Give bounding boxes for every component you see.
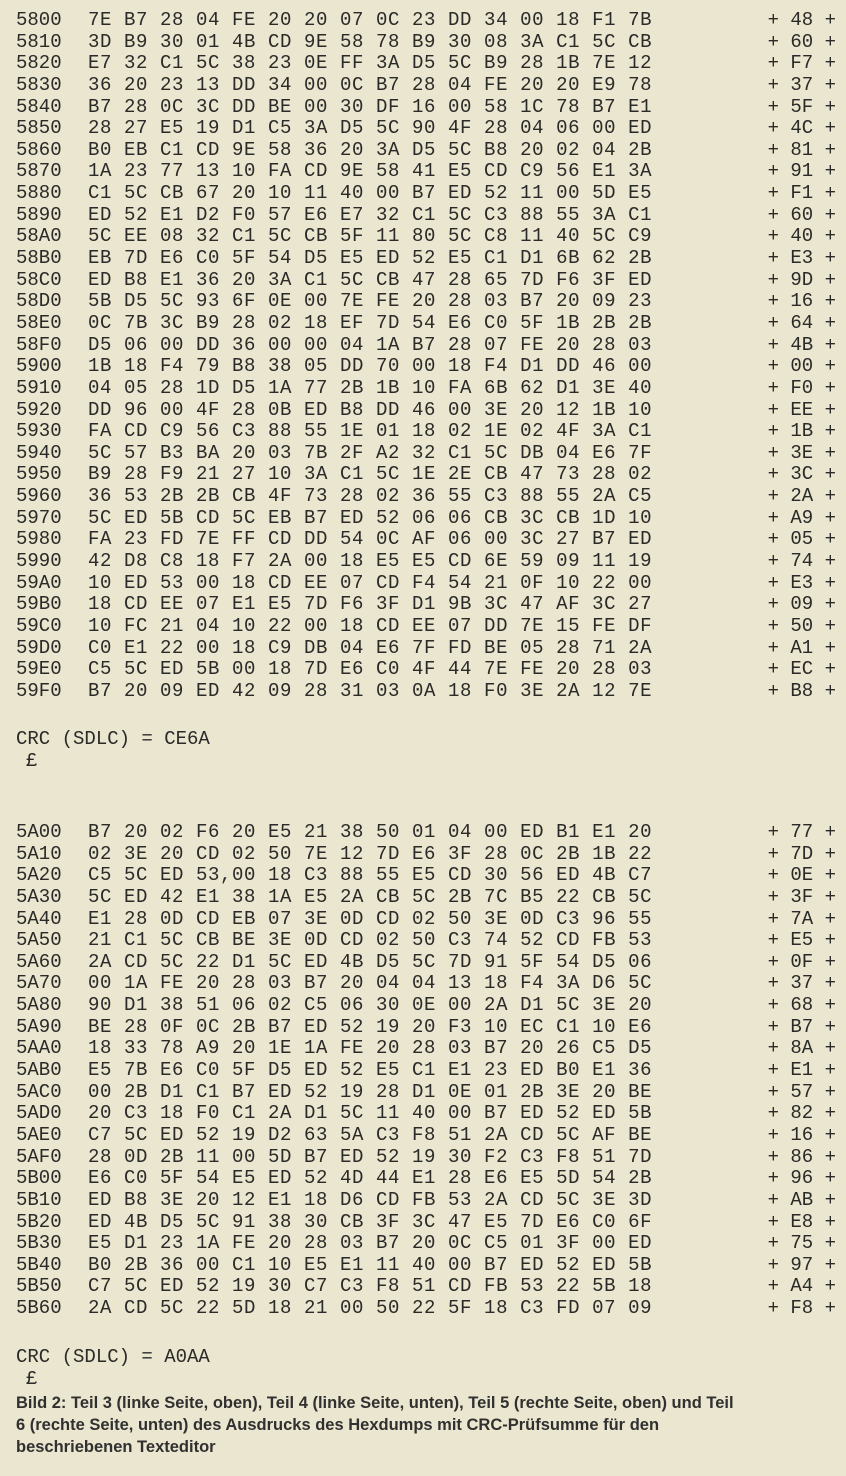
hex-bytes: E7 32 C1 5C 38 23 0E FF 3A D5 5C B9 28 1B 7E 12 [88, 52, 653, 75]
hex-row [16, 865, 836, 887]
hex-address: 5890 [16, 203, 62, 226]
hex-bytes: 10 FC 21 04 10 22 00 18 CD EE 07 DD 7E 15 FE DF [88, 614, 653, 637]
row-checksum: + 86 + [767, 1145, 836, 1168]
hex-bytes: EB 7D E6 C0 5F 54 D5 E5 ED 52 E5 C1 D1 6B 62 2B [88, 247, 653, 270]
hex-bytes: 18 33 78 A9 20 1E 1A FE 20 28 03 B7 20 26 C5 D5 [88, 1037, 653, 1060]
hex-row [16, 356, 836, 378]
row-checksum: + 91 + [767, 160, 836, 183]
hex-row [16, 1298, 836, 1320]
hexdump-block-1 [16, 10, 836, 703]
hex-bytes: 20 C3 18 F0 C1 2A D1 5C 11 40 00 B7 ED 52 ED 5B [88, 1102, 653, 1125]
hex-row [16, 573, 836, 595]
row-checksum: + 48 + [767, 9, 836, 31]
hex-row [16, 659, 836, 681]
hex-address: 5B60 [16, 1297, 62, 1320]
row-checksum: + 75 + [767, 1232, 836, 1255]
hex-row [16, 118, 836, 140]
hex-address: 5980 [16, 528, 62, 551]
hex-row [16, 226, 836, 248]
row-checksum: + 2A + [767, 485, 836, 508]
hex-row [16, 973, 836, 995]
row-checksum: + 74 + [767, 550, 836, 573]
hex-row [16, 638, 836, 660]
hex-bytes: 18 CD EE 07 E1 E5 7D F6 3F D1 9B 3C 47 AF 3C 27 [88, 593, 653, 616]
hex-row [16, 75, 836, 97]
row-checksum: + F8 + [767, 1297, 836, 1320]
hex-address: 59D0 [16, 636, 62, 659]
row-checksum: + 05 + [767, 528, 836, 551]
hex-address: 58F0 [16, 333, 62, 356]
hex-row [16, 1255, 836, 1277]
row-checksum: + 3F + [767, 885, 836, 908]
hex-row [16, 183, 836, 205]
row-checksum: + 16 + [767, 1123, 836, 1146]
crc-line-2: CRC (SDLC) = A0AA [16, 1346, 210, 1368]
row-checksum: + 77 + [767, 821, 836, 843]
hex-bytes: 7E B7 28 04 FE 20 20 07 0C 23 DD 34 00 18 F1 7B [88, 9, 653, 31]
hex-row [16, 140, 836, 162]
row-checksum: + F1 + [767, 182, 836, 205]
hex-address: 5AE0 [16, 1123, 62, 1146]
hex-address: 5B20 [16, 1210, 62, 1233]
row-checksum: + E5 + [767, 929, 836, 952]
row-checksum: + A1 + [767, 636, 836, 659]
hex-address: 5A80 [16, 994, 62, 1017]
hex-address: 5990 [16, 550, 62, 573]
hex-address: 5940 [16, 441, 62, 464]
hex-bytes: B0 2B 36 00 C1 10 E5 E1 11 40 00 B7 ED 52 ED 5B [88, 1253, 653, 1276]
hex-bytes: 3D B9 30 01 4B CD 9E 58 78 B9 30 08 3A C1 5C CB [88, 30, 653, 53]
hex-bytes: 42 D8 C8 18 F7 2A 00 18 E5 E5 CD 6E 59 09 11 19 [88, 550, 653, 573]
hex-row [16, 443, 836, 465]
hex-bytes: B0 EB C1 CD 9E 58 36 20 3A D5 5C B8 20 02 04 2B [88, 138, 653, 161]
hex-bytes: 02 3E 20 CD 02 50 7E 12 7D E6 3F 28 0C 2B 1B 22 [88, 842, 653, 865]
row-checksum: + A4 + [767, 1275, 836, 1298]
row-checksum: + A9 + [767, 506, 836, 529]
row-checksum: + AB + [767, 1188, 836, 1211]
row-checksum: + 7D + [767, 842, 836, 865]
hex-bytes: 1B 18 F4 79 B8 38 05 DD 70 00 18 F4 D1 DD 46 00 [88, 355, 653, 378]
row-checksum: + E3 + [767, 571, 836, 594]
hex-bytes: B7 20 09 ED 42 09 28 31 03 0A 18 F0 3E 2A 12 7E [88, 679, 653, 702]
hex-address: 5AB0 [16, 1059, 62, 1082]
hex-row [16, 161, 836, 183]
hex-address: 5AF0 [16, 1145, 62, 1168]
row-checksum: + 37 + [767, 73, 836, 96]
crc-line-1: CRC (SDLC) = CE6A [16, 728, 210, 750]
hex-row [16, 508, 836, 530]
hex-row [16, 995, 836, 1017]
row-checksum: + 1B + [767, 420, 836, 443]
hex-row [16, 551, 836, 573]
hex-bytes: 00 2B D1 C1 B7 ED 52 19 28 D1 0E 01 2B 3E 20 BE [88, 1080, 653, 1103]
hex-bytes: 5C EE 08 32 C1 5C CB 5F 11 80 5C C8 11 40 5C C9 [88, 225, 653, 248]
hex-row [16, 1082, 836, 1104]
hex-address: 5850 [16, 117, 62, 140]
hex-address: 5870 [16, 160, 62, 183]
hex-row [16, 1060, 836, 1082]
hex-bytes: DD 96 00 4F 28 0B ED B8 DD 46 00 3E 20 12 1B 10 [88, 398, 653, 421]
row-checksum: + B7 + [767, 1015, 836, 1038]
hex-row [16, 529, 836, 551]
hex-bytes: 5C ED 42 E1 38 1A E5 2A CB 5C 2B 7C B5 22 CB 5C [88, 885, 653, 908]
hex-bytes: E5 7B E6 C0 5F D5 ED 52 E5 C1 E1 23 ED B0 E1 36 [88, 1059, 653, 1082]
row-checksum: + 50 + [767, 614, 836, 637]
hex-bytes: 10 ED 53 00 18 CD EE 07 CD F4 54 21 0F 10 22 00 [88, 571, 653, 594]
hex-bytes: 2A CD 5C 22 D1 5C ED 4B D5 5C 7D 91 5F 54 D5 06 [88, 950, 653, 973]
hex-bytes: 04 05 28 1D D5 1A 77 2B 1B 10 FA 6B 62 D1 3E 40 [88, 376, 653, 399]
row-checksum: + 4B + [767, 333, 836, 356]
hex-address: 5820 [16, 52, 62, 75]
hex-row [16, 421, 836, 443]
row-checksum: + 81 + [767, 138, 836, 161]
row-checksum: + E8 + [767, 1210, 836, 1233]
hex-row [16, 486, 836, 508]
hex-address: 59E0 [16, 658, 62, 681]
hex-address: 5B10 [16, 1188, 62, 1211]
hex-bytes: BE 28 0F 0C 2B B7 ED 52 19 20 F3 10 EC C1 10 E6 [88, 1015, 653, 1038]
row-checksum: + 60 + [767, 30, 836, 53]
hex-bytes: C0 E1 22 00 18 C9 DB 04 E6 7F FD BE 05 28 71 2A [88, 636, 653, 659]
row-checksum: + 97 + [767, 1253, 836, 1276]
hex-row [16, 594, 836, 616]
hex-bytes: E5 D1 23 1A FE 20 28 03 B7 20 0C C5 01 3F 00 ED [88, 1232, 653, 1255]
hex-bytes: 00 1A FE 20 28 03 B7 20 04 04 13 18 F4 3A D6 5C [88, 972, 653, 995]
row-checksum: + 82 + [767, 1102, 836, 1125]
hex-row [16, 616, 836, 638]
row-checksum: + 8A + [767, 1037, 836, 1060]
hex-bytes: 90 D1 38 51 06 02 C5 06 30 0E 00 2A D1 5C 3E 20 [88, 994, 653, 1017]
row-checksum: + 37 + [767, 972, 836, 995]
hex-address: 5900 [16, 355, 62, 378]
hex-address: 5970 [16, 506, 62, 529]
hex-address: 5930 [16, 420, 62, 443]
hex-address: 59F0 [16, 679, 62, 702]
row-checksum: + 60 + [767, 203, 836, 226]
hex-address: 5B50 [16, 1275, 62, 1298]
hex-row [16, 1103, 836, 1125]
hex-row [16, 1190, 836, 1212]
hex-row [16, 1168, 836, 1190]
hex-bytes: 2A CD 5C 22 5D 18 21 00 50 22 5F 18 C3 FD 07 09 [88, 1297, 653, 1320]
hex-bytes: FA CD C9 56 C3 88 55 1E 01 18 02 1E 02 4F 3A C1 [88, 420, 653, 443]
hex-row [16, 930, 836, 952]
row-checksum: + 3C + [767, 463, 836, 486]
hex-bytes: C7 5C ED 52 19 30 C7 C3 F8 51 CD FB 53 22 5B 18 [88, 1275, 653, 1298]
hex-address: 5A50 [16, 929, 62, 952]
hex-bytes: C5 5C ED 5B 00 18 7D E6 C0 4F 44 7E FE 20 28 03 [88, 658, 653, 681]
hex-bytes: C5 5C ED 53,00 18 C3 88 55 E5 CD 30 56 ED 4B C7 [88, 864, 653, 887]
hex-bytes: ED B8 E1 36 20 3A C1 5C CB 47 28 65 7D F6 3F ED [88, 268, 653, 291]
hex-bytes: B7 28 0C 3C DD BE 00 30 DF 16 00 58 1C 78 B7 E1 [88, 95, 653, 118]
row-checksum: + 16 + [767, 290, 836, 313]
hex-bytes: FA 23 FD 7E FF CD DD 54 0C AF 06 00 3C 27 B7 ED [88, 528, 653, 551]
row-checksum: + 57 + [767, 1080, 836, 1103]
row-checksum: + E1 + [767, 1059, 836, 1082]
hex-address: 5810 [16, 30, 62, 53]
hex-row [16, 205, 836, 227]
hex-row [16, 335, 836, 357]
hex-address: 5A60 [16, 950, 62, 973]
row-checksum: + 96 + [767, 1167, 836, 1190]
pound-sign-1: £ [26, 750, 38, 772]
row-checksum: + 0F + [767, 950, 836, 973]
hex-bytes: 28 0D 2B 11 00 5D B7 ED 52 19 30 F2 C3 F8 51 7D [88, 1145, 653, 1168]
hex-address: 5A10 [16, 842, 62, 865]
row-checksum: + EE + [767, 398, 836, 421]
row-checksum: + 7A + [767, 907, 836, 930]
hex-row [16, 1125, 836, 1147]
hex-row [16, 291, 836, 313]
hex-address: 5A70 [16, 972, 62, 995]
hex-bytes: 1A 23 77 13 10 FA CD 9E 58 41 E5 CD C9 56 E1 3A [88, 160, 653, 183]
hex-address: 5920 [16, 398, 62, 421]
hex-bytes: C1 5C CB 67 20 10 11 40 00 B7 ED 52 11 00 5D E5 [88, 182, 653, 205]
hex-address: 5950 [16, 463, 62, 486]
hex-bytes: 5C 57 B3 BA 20 03 7B 2F A2 32 C1 5C DB 04 E6 7F [88, 441, 653, 464]
row-checksum: + E3 + [767, 247, 836, 270]
hex-row [16, 1233, 836, 1255]
row-checksum: + 09 + [767, 593, 836, 616]
hex-address: 58E0 [16, 311, 62, 334]
hex-bytes: ED B8 3E 20 12 E1 18 D6 CD FB 53 2A CD 5C 3E 3D [88, 1188, 653, 1211]
hex-bytes: D5 06 00 DD 36 00 00 04 1A B7 28 07 FE 20 28 03 [88, 333, 653, 356]
hex-row [16, 378, 836, 400]
hex-address: 5800 [16, 9, 62, 31]
hex-bytes: 5B D5 5C 93 6F 0E 00 7E FE 20 28 03 B7 20 09 23 [88, 290, 653, 313]
hex-address: 5A30 [16, 885, 62, 908]
hex-bytes: ED 4B D5 5C 91 38 30 CB 3F 3C 47 E5 7D E6 C0 6F [88, 1210, 653, 1233]
hex-row [16, 909, 836, 931]
hex-address: 58B0 [16, 247, 62, 270]
row-checksum: + 40 + [767, 225, 836, 248]
hex-row [16, 822, 836, 844]
row-checksum: + 3E + [767, 441, 836, 464]
row-checksum: + 4C + [767, 117, 836, 140]
row-checksum: + 64 + [767, 311, 836, 334]
hex-bytes: 36 53 2B 2B CB 4F 73 28 02 36 55 C3 88 55 2A C5 [88, 485, 653, 508]
hex-row [16, 1147, 836, 1169]
hex-address: 5B40 [16, 1253, 62, 1276]
hex-row [16, 400, 836, 422]
hex-row [16, 10, 836, 32]
row-checksum: + B8 + [767, 679, 836, 702]
hex-address: 5A40 [16, 907, 62, 930]
hex-bytes: 36 20 23 13 DD 34 00 0C B7 28 04 FE 20 20 E9 78 [88, 73, 653, 96]
hex-address: 58C0 [16, 268, 62, 291]
hex-address: 5A90 [16, 1015, 62, 1038]
hex-address: 5B30 [16, 1232, 62, 1255]
row-checksum: + F0 + [767, 376, 836, 399]
row-checksum: + EC + [767, 658, 836, 681]
hex-row [16, 952, 836, 974]
hex-address: 58A0 [16, 225, 62, 248]
hex-address: 5960 [16, 485, 62, 508]
hex-address: 5860 [16, 138, 62, 161]
hex-address: 5A00 [16, 821, 62, 843]
hex-row [16, 97, 836, 119]
hex-bytes: B9 28 F9 21 27 10 3A C1 5C 1E 2E CB 47 73 28 02 [88, 463, 653, 486]
hex-row [16, 1017, 836, 1039]
hex-row [16, 844, 836, 866]
hex-row [16, 1212, 836, 1234]
row-checksum: + F7 + [767, 52, 836, 75]
row-checksum: + 5F + [767, 95, 836, 118]
hex-address: 58D0 [16, 290, 62, 313]
hex-address: 59A0 [16, 571, 62, 594]
hex-address: 5AA0 [16, 1037, 62, 1060]
hex-row [16, 1276, 836, 1298]
hex-bytes: 0C 7B 3C B9 28 02 18 EF 7D 54 E6 C0 5F 1B 2B 2B [88, 311, 653, 334]
hex-address: 5AD0 [16, 1102, 62, 1125]
hex-row [16, 313, 836, 335]
hex-row [16, 1038, 836, 1060]
hex-bytes: E1 28 0D CD EB 07 3E 0D CD 02 50 3E 0D C3 96 55 [88, 907, 653, 930]
hex-bytes: 5C ED 5B CD 5C EB B7 ED 52 06 06 CB 3C CB 1D 10 [88, 506, 653, 529]
hex-address: 5B00 [16, 1167, 62, 1190]
hexdump-block-2 [16, 822, 836, 1320]
hex-row [16, 270, 836, 292]
figure-caption: Bild 2: Teil 3 (linke Seite, oben), Teil 4 (linke Seite, unten), Teil 5 (rechte Seite, oben) und Teil 6 (rechte Seite, unten) des Ausdrucks des Hexdumps mit CRC-Prüfsumme für den beschriebenen Texteditor [16, 1394, 734, 1456]
row-checksum: + 9D + [767, 268, 836, 291]
hex-address: 5880 [16, 182, 62, 205]
hex-bytes: B7 20 02 F6 20 E5 21 38 50 01 04 00 ED B1 E1 20 [88, 821, 653, 843]
hex-bytes: C7 5C ED 52 19 D2 63 5A C3 F8 51 2A CD 5C AF BE [88, 1123, 653, 1146]
hex-bytes: E6 C0 5F 54 E5 ED 52 4D 44 E1 28 E6 E5 5D 54 2B [88, 1167, 653, 1190]
row-checksum: + 0E + [767, 864, 836, 887]
hex-row [16, 53, 836, 75]
hex-address: 5910 [16, 376, 62, 399]
hex-address: 5AC0 [16, 1080, 62, 1103]
hex-row [16, 32, 836, 54]
hex-bytes: ED 52 E1 D2 F0 57 E6 E7 32 C1 5C C3 88 55 3A C1 [88, 203, 653, 226]
row-checksum: + 00 + [767, 355, 836, 378]
hex-address: 5830 [16, 73, 62, 96]
hex-bytes: 21 C1 5C CB BE 3E 0D CD 02 50 C3 74 52 CD FB 53 [88, 929, 653, 952]
hex-row [16, 681, 836, 703]
hex-address: 59B0 [16, 593, 62, 616]
hex-address: 59C0 [16, 614, 62, 637]
hex-row [16, 248, 836, 270]
hex-address: 5A20 [16, 864, 62, 887]
hex-address: 5840 [16, 95, 62, 118]
hex-row [16, 887, 836, 909]
hex-row [16, 464, 836, 486]
hex-bytes: 28 27 E5 19 D1 C5 3A D5 5C 90 4F 28 04 06 00 ED [88, 117, 653, 140]
pound-sign-2: £ [26, 1368, 38, 1390]
row-checksum: + 68 + [767, 994, 836, 1017]
